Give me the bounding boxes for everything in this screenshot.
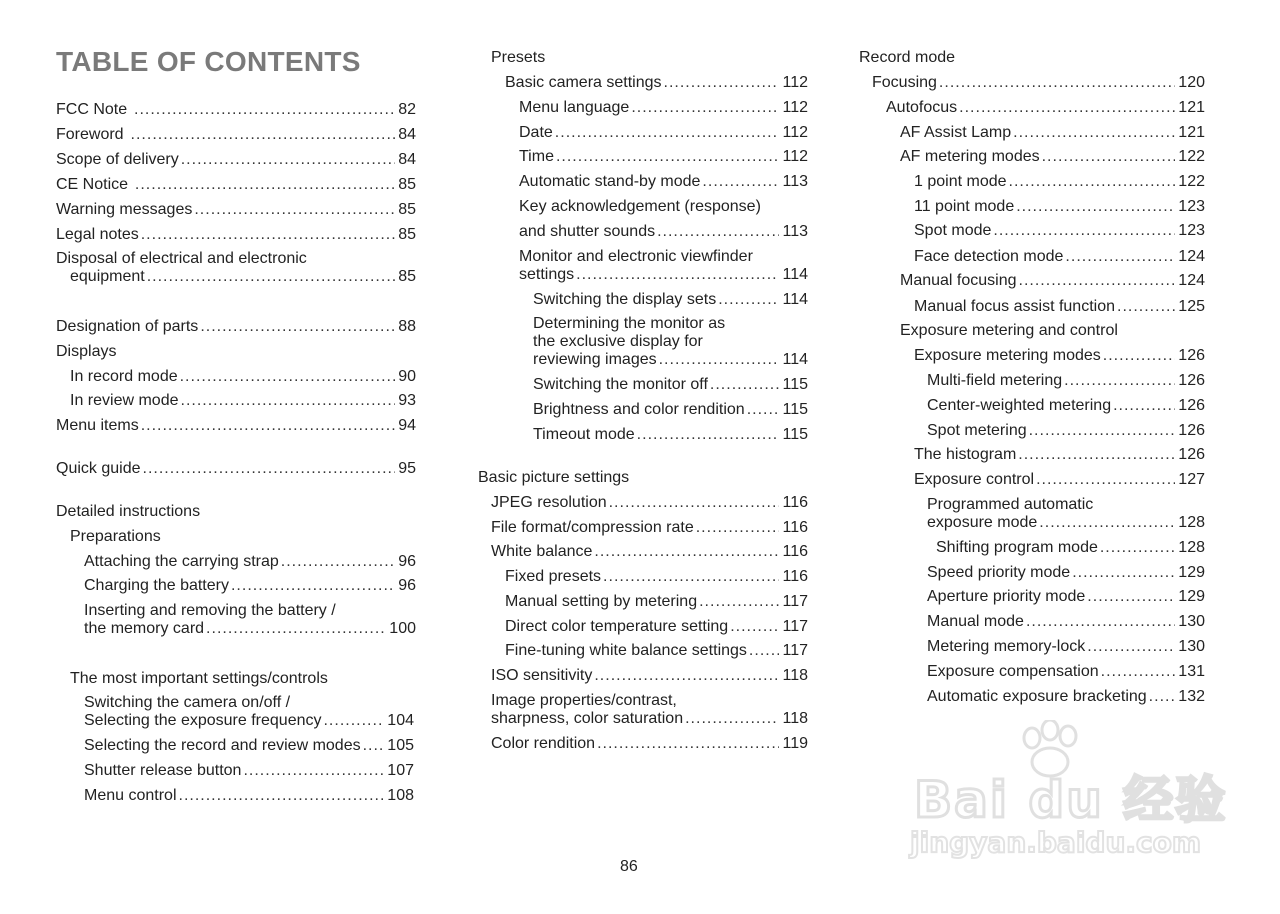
toc-entry-exposure-control[interactable] xyxy=(914,471,1205,489)
leader-dots xyxy=(993,222,1175,240)
toc-entry-label-line2: reviewing images xyxy=(533,351,657,368)
leader-dots xyxy=(147,268,395,286)
toc-entry-time[interactable] xyxy=(519,148,808,166)
toc-heading-basic-picture-settings: Basic picture settings xyxy=(478,469,630,486)
toc-page-number: 116 xyxy=(782,568,808,585)
toc-entry-switching-camera[interactable] xyxy=(84,694,414,730)
leader-dots xyxy=(576,266,779,284)
toc-heading-exposure-metering-control: Exposure metering and control xyxy=(900,322,1118,339)
toc-entry-speed-priority[interactable] xyxy=(927,564,1205,582)
toc-page-number: 90 xyxy=(398,368,416,385)
toc-page-number: 116 xyxy=(782,543,808,560)
leader-dots xyxy=(749,642,780,660)
leader-dots xyxy=(696,519,780,537)
toc-entry-label: Spot metering xyxy=(927,422,1027,439)
leader-dots xyxy=(597,735,779,753)
toc-page-number: 126 xyxy=(1178,372,1205,389)
leader-dots xyxy=(141,417,396,435)
leader-dots xyxy=(710,376,780,394)
toc-entry-color-rendition[interactable] xyxy=(491,735,808,753)
toc-entry-timeout-mode[interactable] xyxy=(533,426,808,444)
toc-entry-menu-language[interactable] xyxy=(519,99,808,117)
leader-dots xyxy=(243,762,384,780)
toc-entry-label: Legal notes xyxy=(56,226,139,243)
toc-page-number: 126 xyxy=(1178,347,1205,364)
toc-page-number: 119 xyxy=(782,735,808,752)
toc-page-number: 104 xyxy=(387,712,414,729)
toc-entry-label: Manual focus assist function xyxy=(914,298,1115,315)
toc-entry-label: Speed priority mode xyxy=(927,564,1071,581)
leader-dots xyxy=(1087,638,1175,656)
toc-entry-label: FCC Note xyxy=(56,101,128,118)
leader-dots xyxy=(1039,514,1175,532)
toc-page-number: 93 xyxy=(398,392,416,409)
leader-dots xyxy=(1064,372,1175,390)
toc-entry-label: AF metering modes xyxy=(900,148,1040,165)
toc-page-number: 121 xyxy=(1178,124,1205,141)
toc-entry-label: Shutter release button xyxy=(84,762,242,779)
leader-dots xyxy=(1026,613,1175,631)
toc-entry-manual-mode[interactable] xyxy=(927,613,1205,631)
leader-dots xyxy=(699,593,779,611)
toc-page-number: 122 xyxy=(1178,148,1205,165)
toc-entry-image-properties[interactable] xyxy=(491,692,808,728)
leader-dots xyxy=(594,543,779,561)
toc-entry-label: Exposure control xyxy=(914,471,1035,488)
toc-entry-label: The histogram xyxy=(914,446,1017,463)
leader-dots xyxy=(1072,564,1175,582)
toc-entry-manual-focusing[interactable] xyxy=(900,272,1205,290)
toc-entry-monitor-off[interactable] xyxy=(533,376,808,394)
toc-entry-manual-setting-metering[interactable] xyxy=(505,593,808,611)
toc-entry-label: 1 point mode xyxy=(914,173,1007,190)
toc-heading-presets: Presets xyxy=(491,49,546,66)
toc-page-number: 129 xyxy=(1178,564,1205,581)
leader-dots xyxy=(1016,198,1175,216)
toc-entry-label-line2: sharpness, color saturation xyxy=(491,710,684,727)
toc-page-number: 128 xyxy=(1178,539,1205,556)
toc-entry-label-line1: Switching the camera on/off / xyxy=(84,694,291,711)
toc-entry-fixed-presets[interactable] xyxy=(505,568,808,586)
toc-entry-selecting-modes[interactable] xyxy=(84,737,414,755)
toc-entry-fine-tuning[interactable] xyxy=(505,642,808,660)
toc-entry-label-line2: and shutter sounds xyxy=(519,223,656,240)
toc-entry-label-line1: Determining the monitor as xyxy=(533,315,726,332)
toc-entry-1-point-mode[interactable] xyxy=(914,173,1205,191)
toc-entry-label: Brightness and color rendition xyxy=(533,401,745,418)
leader-dots xyxy=(1100,539,1175,557)
toc-entry-label: Exposure compensation xyxy=(927,663,1099,680)
toc-heading-important-settings: The most important settings/controls xyxy=(70,670,328,687)
toc-entry-spot-metering[interactable] xyxy=(927,422,1205,440)
toc-entry-quick-guide[interactable] xyxy=(56,460,416,478)
toc-entry-scope-of-delivery[interactable] xyxy=(56,151,416,169)
leader-dots xyxy=(1029,422,1176,440)
toc-page-number: 115 xyxy=(782,401,808,418)
toc-page-number: 131 xyxy=(1178,663,1205,680)
toc-entry-label-line2: Selecting the exposure frequency xyxy=(84,712,322,729)
toc-page-number: 117 xyxy=(782,593,808,610)
toc-page-number: 117 xyxy=(782,642,808,659)
toc-entry-label: Menu items xyxy=(56,417,139,434)
toc-entry-date[interactable] xyxy=(519,124,808,142)
toc-entry-charging-battery[interactable] xyxy=(84,577,416,595)
leader-dots xyxy=(363,737,385,755)
toc-page-number: 125 xyxy=(1178,298,1205,315)
toc-entry-label: Automatic exposure bracketing xyxy=(927,688,1147,705)
toc-page-number: 126 xyxy=(1178,397,1205,414)
toc-entry-iso-sensitivity[interactable] xyxy=(491,667,808,685)
leader-dots xyxy=(718,291,779,309)
toc-page-number: 84 xyxy=(398,151,416,168)
toc-page-number: 126 xyxy=(1178,446,1205,463)
toc-page-number: 121 xyxy=(1178,99,1205,116)
toc-page-number: 128 xyxy=(1178,514,1205,531)
leader-dots xyxy=(1117,298,1175,316)
toc-page-number: 114 xyxy=(782,266,808,283)
leader-dots xyxy=(1101,663,1176,681)
toc-entry-memory-lock[interactable] xyxy=(927,638,1205,656)
leader-dots xyxy=(141,226,395,244)
toc-page-number: 112 xyxy=(782,124,808,141)
toc-page-number: 100 xyxy=(389,620,416,637)
toc-entry-determining-monitor[interactable] xyxy=(533,315,808,369)
toc-page-number: 105 xyxy=(387,737,414,754)
toc-page-number: 84 xyxy=(398,126,416,143)
leader-dots xyxy=(657,223,779,241)
toc-entry-11-point-mode[interactable] xyxy=(914,198,1205,216)
toc-entry-label: Exposure metering modes xyxy=(914,347,1101,364)
toc-page-number: 112 xyxy=(782,99,808,116)
leader-dots xyxy=(179,787,385,805)
toc-entry-key-acknowledgement[interactable] xyxy=(519,198,808,241)
toc-entry-center-weighted[interactable] xyxy=(927,397,1205,415)
toc-page-number: 88 xyxy=(398,318,416,335)
toc-entry-label-line1b: the exclusive display for xyxy=(533,333,703,350)
leader-dots xyxy=(1103,347,1176,365)
leader-dots xyxy=(594,667,779,685)
toc-page-number: 118 xyxy=(782,667,808,684)
toc-page-number: 124 xyxy=(1178,272,1205,289)
toc-page-number: 96 xyxy=(398,577,416,594)
toc-page-number: 118 xyxy=(782,710,808,727)
toc-page-number: 122 xyxy=(1178,173,1205,190)
toc-entry-label: Foreword xyxy=(56,126,124,143)
toc-entry-label: Selecting the record and review modes xyxy=(84,737,361,754)
toc-entry-exposure-compensation[interactable] xyxy=(927,663,1205,681)
leader-dots xyxy=(664,74,780,92)
leader-dots xyxy=(1087,588,1175,606)
toc-entry-designation-of-parts[interactable] xyxy=(56,318,416,336)
toc-page-number: 85 xyxy=(398,226,416,243)
leader-dots xyxy=(135,176,395,194)
toc-entry-in-record-mode[interactable] xyxy=(70,368,416,386)
baidu-watermark xyxy=(900,720,1228,870)
toc-entry-label: In record mode xyxy=(70,368,178,385)
toc-entry-inserting-battery[interactable] xyxy=(84,602,416,638)
toc-entry-label: Multi-field metering xyxy=(927,372,1063,389)
toc-entry-spot-mode[interactable] xyxy=(914,222,1205,240)
toc-page-number: 82 xyxy=(398,101,416,118)
toc-entry-ce-notice[interactable] xyxy=(56,176,416,194)
toc-page-number: 96 xyxy=(398,553,416,570)
page-title: TABLE OF CONTENTS xyxy=(56,46,361,77)
toc-entry-monitor-evf[interactable] xyxy=(519,248,808,284)
toc-entry-white-balance[interactable] xyxy=(491,543,808,561)
toc-entry-label-line1: Inserting and removing the battery / xyxy=(84,602,336,619)
leader-dots xyxy=(143,460,396,478)
leader-dots xyxy=(1018,446,1175,464)
toc-entry-label: Timeout mode xyxy=(533,426,635,443)
toc-page-number: 130 xyxy=(1178,638,1205,655)
leader-dots xyxy=(323,712,384,730)
toc-entry-programmed-auto[interactable] xyxy=(927,496,1205,532)
toc-page-number: 107 xyxy=(387,762,414,779)
leader-dots xyxy=(1113,397,1175,415)
toc-entry-label: AF Assist Lamp xyxy=(900,124,1012,141)
toc-entry-focusing[interactable] xyxy=(872,74,1205,92)
toc-entry-label: Manual focusing xyxy=(900,272,1017,289)
leader-dots xyxy=(659,351,780,369)
toc-entry-label: Date xyxy=(519,124,553,141)
toc-page-number: 132 xyxy=(1178,688,1205,705)
toc-page-number: 112 xyxy=(782,74,808,91)
toc-entry-shifting-program[interactable] xyxy=(936,539,1205,557)
toc-entry-label: Scope of delivery xyxy=(56,151,179,168)
toc-page-number: 123 xyxy=(1178,222,1205,239)
toc-entry-label-line1: Programmed automatic xyxy=(927,496,1094,513)
toc-entry-label-line1: Monitor and electronic viewfinder xyxy=(519,248,753,265)
toc-page-number: 85 xyxy=(398,176,416,193)
toc-entry-label-line2: exposure mode xyxy=(927,514,1038,531)
toc-entry-face-detection[interactable] xyxy=(914,248,1205,266)
toc-entry-label: Focusing xyxy=(872,74,937,91)
leader-dots xyxy=(1149,688,1176,706)
toc-entry-label: Basic camera settings xyxy=(505,74,662,91)
toc-entry-label: Direct color temperature setting xyxy=(505,618,729,635)
toc-entry-label: Manual setting by metering xyxy=(505,593,698,610)
toc-entry-label: Attaching the carrying strap xyxy=(84,553,279,570)
leader-dots xyxy=(603,568,779,586)
toc-page-number: 85 xyxy=(398,201,416,218)
toc-page-number: 113 xyxy=(782,173,808,190)
toc-entry-label: Automatic stand-by mode xyxy=(519,173,701,190)
toc-entry-label-line1: Disposal of electrical and electronic xyxy=(56,250,307,267)
toc-page-number: 129 xyxy=(1178,588,1205,605)
toc-entry-histogram[interactable] xyxy=(914,446,1205,464)
toc-entry-label: CE Notice xyxy=(56,176,129,193)
leader-dots xyxy=(194,201,395,219)
toc-entry-label-line2: settings xyxy=(519,266,575,283)
leader-dots xyxy=(747,401,780,419)
leader-dots xyxy=(281,553,395,571)
toc-entry-af-assist-lamp[interactable] xyxy=(900,124,1205,142)
toc-entry-label: Switching the monitor off xyxy=(533,376,708,393)
toc-entry-label: Fixed presets xyxy=(505,568,602,585)
toc-page-number: 124 xyxy=(1178,248,1205,265)
leader-dots xyxy=(631,99,779,117)
toc-entry-exposure-metering-modes[interactable] xyxy=(914,347,1205,365)
leader-dots xyxy=(1009,173,1176,191)
toc-entry-display-sets[interactable] xyxy=(533,291,808,309)
leader-dots xyxy=(181,392,396,410)
toc-entry-label: In review mode xyxy=(70,392,179,409)
leader-dots xyxy=(556,148,780,166)
toc-entry-label: Metering memory-lock xyxy=(927,638,1086,655)
toc-page-number: 126 xyxy=(1178,422,1205,439)
toc-entry-aperture-priority[interactable] xyxy=(927,588,1205,606)
leader-dots xyxy=(206,620,386,638)
toc-page-number: 116 xyxy=(782,494,808,511)
toc-page-number: 123 xyxy=(1178,198,1205,215)
toc-entry-label: Face detection mode xyxy=(914,248,1064,265)
leader-dots xyxy=(730,618,779,636)
toc-page-number: 120 xyxy=(1178,74,1205,91)
toc-entry-label: Aperture priority mode xyxy=(927,588,1086,605)
toc-page-number: 112 xyxy=(782,148,808,165)
toc-entry-label: ISO sensitivity xyxy=(491,667,593,684)
toc-entry-label: Manual mode xyxy=(927,613,1024,630)
leader-dots xyxy=(609,494,780,512)
leader-dots xyxy=(1013,124,1175,142)
leader-dots xyxy=(1042,148,1176,166)
toc-heading-record-mode: Record mode xyxy=(859,49,956,66)
toc-entry-menu-items[interactable] xyxy=(56,417,416,435)
toc-entry-label: File format/compression rate xyxy=(491,519,694,536)
toc-entry-foreword[interactable] xyxy=(56,126,416,144)
leader-dots xyxy=(637,426,780,444)
toc-entry-label: Designation of parts xyxy=(56,318,199,335)
toc-page-number: 127 xyxy=(1178,471,1205,488)
leader-dots xyxy=(180,368,396,386)
leader-dots xyxy=(702,173,779,191)
toc-entry-label: Color rendition xyxy=(491,735,596,752)
toc-page-number: 116 xyxy=(782,519,808,536)
toc-entry-label: Charging the battery xyxy=(84,577,229,594)
toc-entry-label: White balance xyxy=(491,543,593,560)
toc-entry-mf-assist[interactable] xyxy=(914,298,1205,316)
toc-entry-bracketing[interactable] xyxy=(927,688,1205,706)
toc-entry-jpeg-resolution[interactable] xyxy=(491,494,808,512)
toc-entry-label-line1: Key acknowledgement (response) xyxy=(519,198,761,215)
toc-page-number: 130 xyxy=(1178,613,1205,630)
leader-dots xyxy=(555,124,780,142)
toc-entry-label: Center-weighted metering xyxy=(927,397,1112,414)
leader-dots xyxy=(1036,471,1175,489)
toc-entry-label: Autofocus xyxy=(886,99,958,116)
leader-dots xyxy=(200,318,395,336)
toc-entry-fcc-note[interactable] xyxy=(56,101,416,119)
toc-entry-label: Spot mode xyxy=(914,222,992,239)
toc-entry-menu-control[interactable] xyxy=(84,787,414,805)
toc-page-number: 114 xyxy=(782,291,808,308)
toc-page-number: 115 xyxy=(782,426,808,443)
toc-page-number: 85 xyxy=(398,268,416,285)
toc-entry-label: Shifting program mode xyxy=(936,539,1098,556)
toc-page-number: 94 xyxy=(398,417,416,434)
toc-entry-warning-messages[interactable] xyxy=(56,201,416,219)
leader-dots xyxy=(181,151,395,169)
leader-dots xyxy=(939,74,1175,92)
watermark-logo-text: Bai du 经验 xyxy=(914,771,1228,829)
toc-entry-label: JPEG resolution xyxy=(491,494,607,511)
toc-entry-label-line2: the memory card xyxy=(84,620,205,637)
page-number: 86 xyxy=(620,858,638,875)
toc-page-number: 108 xyxy=(387,787,414,804)
toc-entry-label: Switching the display sets xyxy=(533,291,717,308)
toc-entry-label-line2: equipment xyxy=(70,268,145,285)
toc-entry-label: Time xyxy=(519,148,554,165)
toc-entry-af-metering-modes[interactable] xyxy=(900,148,1205,166)
toc-page-number: 115 xyxy=(782,376,808,393)
leader-dots xyxy=(959,99,1175,117)
leader-dots xyxy=(134,101,395,119)
toc-entry-label: Warning messages xyxy=(56,201,193,218)
watermark-url: jingyan.baidu.com xyxy=(910,826,1202,859)
toc-entry-label: Menu control xyxy=(84,787,177,804)
toc-entry-standby-mode[interactable] xyxy=(519,173,808,191)
toc-page-number: 117 xyxy=(782,618,808,635)
toc-entry-legal-notes[interactable] xyxy=(56,226,416,244)
toc-entry-multi-field[interactable] xyxy=(927,372,1205,390)
leader-dots xyxy=(231,577,395,595)
leader-dots xyxy=(1065,248,1175,266)
toc-entry-file-format[interactable] xyxy=(491,519,808,537)
toc-page-number: 114 xyxy=(782,351,808,368)
toc-heading-preparations: Preparations xyxy=(70,528,161,545)
toc-entry-disposal[interactable] xyxy=(56,250,416,286)
toc-entry-attaching-strap[interactable] xyxy=(84,553,416,571)
toc-entry-label: Fine-tuning white balance settings xyxy=(505,642,747,659)
leader-dots xyxy=(685,710,779,728)
leader-dots xyxy=(1019,272,1176,290)
toc-entry-brightness[interactable] xyxy=(533,401,808,419)
toc-page-number: 95 xyxy=(398,460,416,477)
leader-dots xyxy=(131,126,396,144)
toc-entry-basic-camera-settings[interactable] xyxy=(505,74,808,92)
toc-entry-shutter-release[interactable] xyxy=(84,762,414,780)
toc-entry-label: 11 point mode xyxy=(914,198,1015,215)
toc-entry-label-line1: Image properties/contrast, xyxy=(491,692,677,709)
toc-heading-detailed-instructions: Detailed instructions xyxy=(56,503,201,520)
toc-entry-label: Quick guide xyxy=(56,460,141,477)
toc-entry-label: Menu language xyxy=(519,99,630,116)
toc-entry-direct-color-temperature[interactable] xyxy=(505,618,808,636)
toc-entry-in-review-mode[interactable] xyxy=(70,392,416,410)
toc-page-number: 113 xyxy=(782,223,808,240)
toc-heading-displays: Displays xyxy=(56,343,117,360)
toc-entry-autofocus[interactable] xyxy=(886,99,1205,117)
